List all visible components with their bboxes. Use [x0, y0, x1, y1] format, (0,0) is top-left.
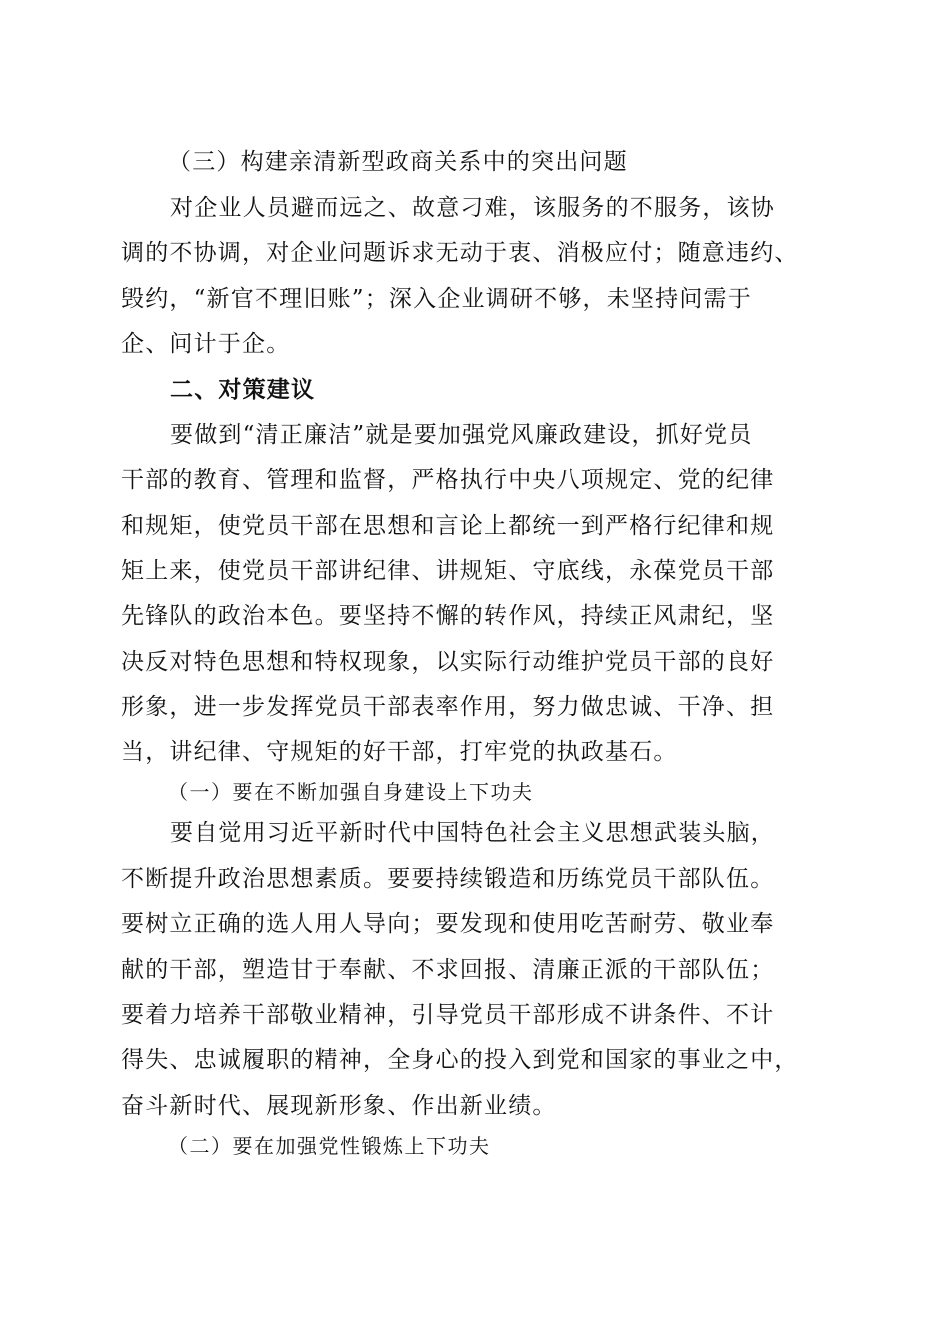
section3-heading: （三）构建亲清新型政商关系中的突出问题 [168, 149, 628, 175]
part2-para-line-7: 形象，进一步发挥党员干部表率作用，努力做忠诚、干净、担 [121, 694, 775, 720]
sub1-para-line-6: 得失、忠诚履职的精神，全身心的投入到党和国家的事业之中， [121, 1047, 799, 1073]
part2-heading: 二、对策建议 [170, 376, 316, 403]
part2-para-line-4: 矩上来，使党员干部讲纪律、讲规矩、守底线，永葆党员干部 [121, 558, 775, 584]
part2-para-line-2: 干部的教育、管理和监督，严格执行中央八项规定、党的纪律 [121, 467, 775, 493]
sub1-heading: （一）要在不断加强自身建设上下功夫 [168, 780, 534, 804]
sub1-para-line-2: 不断提升政治思想素质。要要持续锻造和历练党员干部队伍。 [121, 866, 775, 892]
sub1-para-line-1: 要自觉用习近平新时代中国特色社会主义思想武装头脑， [170, 820, 775, 846]
part2-para-line-5: 先锋队的政治本色。要坚持不懈的转作风，持续正风肃纪，坚 [121, 603, 775, 629]
part2-para-line-1: 要做到“清正廉洁”就是要加强党风廉政建设，抓好党员 [170, 422, 753, 448]
section3-para-line-2: 调的不协调，对企业问题诉求无动于衷、消极应付；随意违约、 [121, 240, 799, 266]
sub1-para-line-5: 要着力培养干部敬业精神，引导党员干部形成不讲条件、不计 [121, 1002, 775, 1028]
part2-para-line-8: 当，讲纪律、守规矩的好干部，打牢党的执政基石。 [121, 739, 678, 765]
sub1-para-line-3: 要树立正确的选人用人导向；要发现和使用吃苦耐劳、敬业奉 [121, 911, 775, 937]
section3-para-line-4: 企、问计于企。 [121, 331, 291, 357]
sub1-para-line-7: 奋斗新时代、展现新形象、作出新业绩。 [121, 1093, 557, 1119]
sub2-heading: （二）要在加强党性锻炼上下功夫 [168, 1134, 491, 1158]
sub1-para-line-4: 献的干部，塑造甘于奉献、不求回报、清廉正派的干部队伍； [121, 957, 775, 983]
section3-para-line-3: 毁约，“新官不理旧账”；深入企业调研不够，未坚持问需于 [121, 286, 752, 312]
part2-para-line-6: 决反对特色思想和特权现象，以实际行动维护党员干部的良好 [121, 649, 775, 675]
section3-para-line-1: 对企业人员避而远之、故意刁难，该服务的不服务，该协 [170, 195, 775, 221]
part2-para-line-3: 和规矩，使党员干部在思想和言论上都统一到严格行纪律和规 [121, 513, 775, 539]
